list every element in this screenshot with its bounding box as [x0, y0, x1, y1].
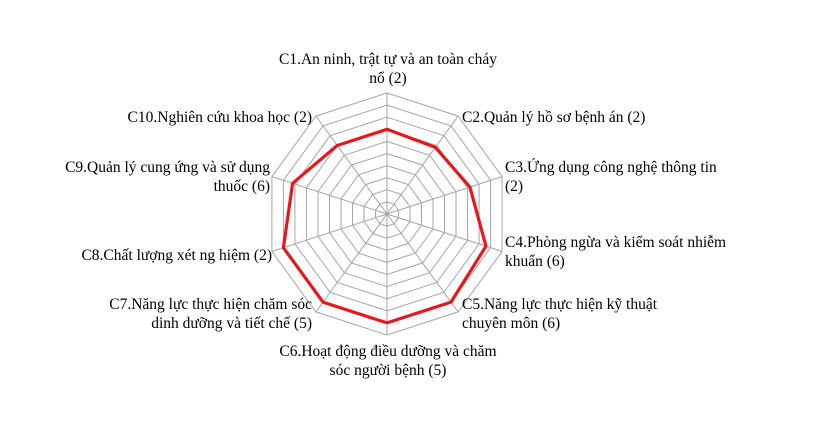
category-label-c1 — [279, 51, 497, 87]
category-label-c8 — [81, 247, 272, 264]
category-label-line: thuốc (6) — [213, 178, 270, 195]
category-label-line: C1.An ninh, trật tự và an toàn cháy — [278, 51, 498, 68]
category-label-c5 — [462, 296, 658, 332]
axis-spoke — [316, 214, 387, 312]
category-label-line: C4.Phòng ngừa và kiểm soát nhiễm — [505, 234, 727, 251]
category-label-c3 — [505, 159, 717, 195]
axis-spoke — [387, 214, 458, 312]
axis-spoke — [387, 116, 458, 214]
category-label-c7 — [109, 296, 312, 332]
category-label-c9 — [65, 159, 270, 195]
category-label-line: C3.Ứng dụng công nghệ thông tin — [505, 159, 717, 176]
category-label-line: C2.Quản lý hồ sơ bệnh án (2) — [462, 109, 646, 126]
category-label-line: (2) — [505, 178, 524, 195]
category-label-line: C5.Năng lực thực hiện kỹ thuật — [462, 296, 658, 313]
category-label-c4 — [505, 234, 726, 270]
category-label-line: C9.Quản lý cung ứng và sử dụng — [65, 159, 270, 176]
category-label-line: chuyên môn (6) — [462, 315, 561, 332]
category-label-line: nổ (2) — [369, 70, 407, 87]
category-label-line: C7.Năng lực thực hiện chăm sóc — [109, 296, 312, 313]
category-label-line: khuẩn (6) — [505, 253, 565, 270]
category-label-line: C10.Nghiên cứu khoa học (2) — [127, 109, 312, 126]
category-label-c2 — [462, 109, 645, 126]
category-label-line: C8.Chất lượng xét ng hiệm (2) — [81, 247, 272, 264]
category-label-line: C6.Hoạt động điều dưỡng và chăm — [279, 343, 497, 360]
category-label-line: dinh dưỡng và tiết chế (5) — [151, 315, 312, 332]
axis-spoke — [316, 116, 387, 214]
category-label-c10 — [128, 109, 312, 126]
category-label-c6 — [279, 343, 496, 379]
category-label-line: sóc người bệnh (5) — [329, 362, 447, 379]
